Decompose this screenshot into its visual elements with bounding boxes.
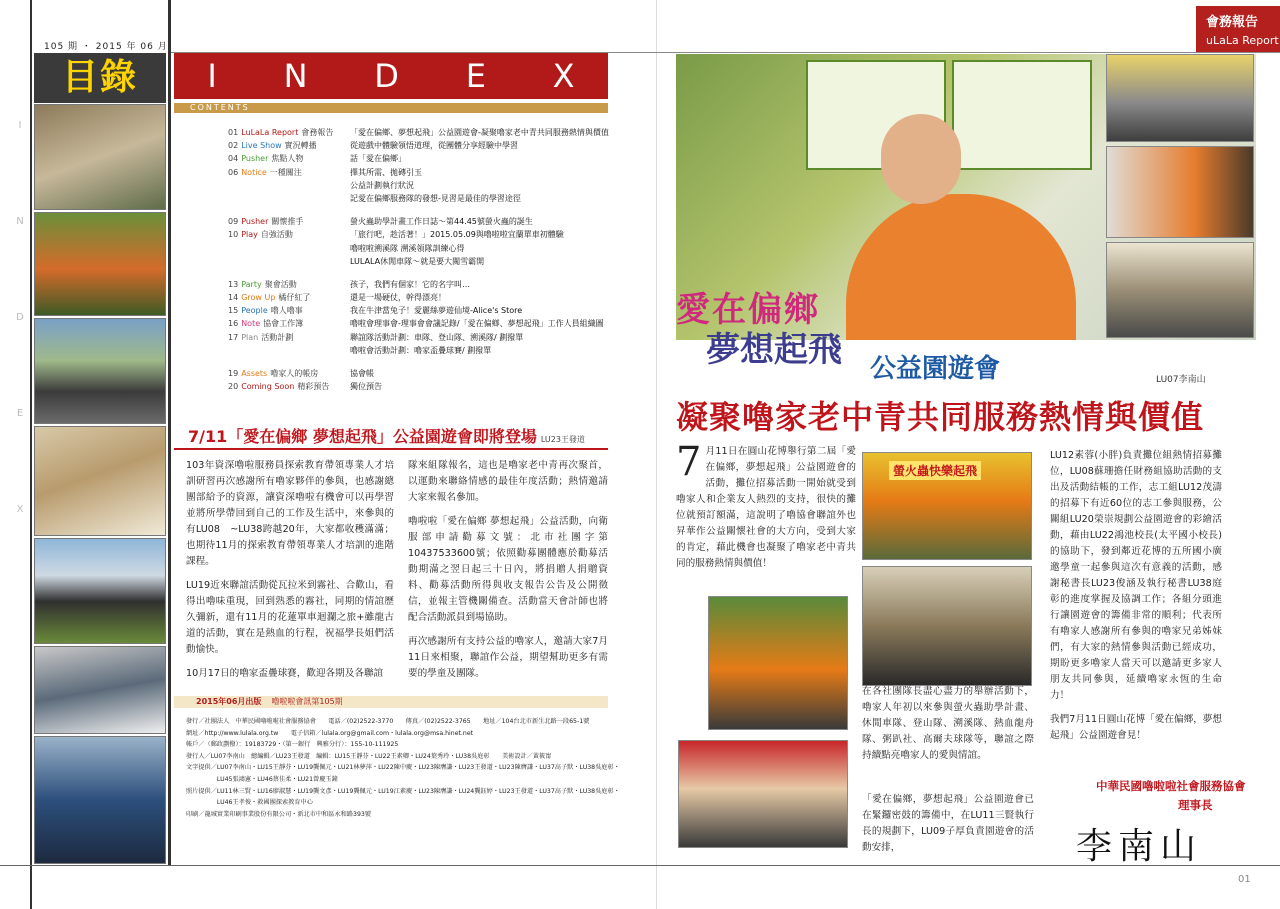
toc-page-number: 09 [228, 217, 239, 227]
festival-logo-line1: 愛在偏鄉 [676, 290, 820, 330]
festival-logo [676, 290, 842, 370]
toc-subcategory: 實況轉播 [284, 141, 317, 151]
side-letter: I [18, 120, 22, 131]
toc-category: Pusher [241, 154, 269, 164]
publication-bar [174, 696, 608, 708]
toc-subcategory: 一種關注 [269, 167, 302, 177]
toc-section [228, 228, 350, 241]
index-banner [174, 53, 608, 99]
festival-logo-line2: 夢想起飛 [706, 330, 842, 370]
toc-page-number: 13 [228, 279, 239, 289]
toc-page-number: 14 [228, 293, 239, 303]
toc-title: 擇其所需、拋磚引玉 [350, 167, 422, 177]
toc-row[interactable] [228, 367, 648, 380]
toc-category: LuLaLa Report [241, 128, 299, 137]
index-letter: X [552, 57, 575, 95]
paragraph: 我們7月11日圓山花博「愛在偏鄉，夢想起飛」公益園遊會見！ [1050, 714, 1222, 741]
toc-row[interactable] [228, 291, 648, 304]
pub-line: 網址／http://www.lulala.org.tw 電子信箱／lulala.org@gmail.com・lulala.org@msa.hinet.net [186, 729, 474, 737]
toc-page-number: 06 [228, 167, 239, 177]
firefly-banner-text: 螢火蟲快樂起飛 [889, 461, 981, 480]
toc-section [228, 126, 350, 139]
toc-section [228, 166, 350, 179]
hero-poster [952, 60, 1092, 170]
pub-issue: 嚕啦啦會訊第105期 [271, 697, 343, 706]
index-letter: D [374, 57, 399, 95]
photo-caption: 在各社團隊長盡心盡力的舉辦活動下，嚕家人年初以來參與螢火蟲助學計畫、休閒車隊、登山隊、溯溪隊、熱血龍舟隊、粥趴社、高爾夫球隊等，聯誼之際持續點亮嚕家人的愛與情誼。 [862, 686, 1034, 761]
toc-row[interactable] [228, 179, 648, 192]
toc-section [228, 367, 350, 380]
toc-row[interactable] [228, 344, 648, 357]
toc-page-number: 01 [228, 128, 239, 137]
toc-title: 聯誼隊活動計劃：車隊、登山隊、溯溪隊/ 劃撥單 [350, 332, 524, 342]
toc-row[interactable] [228, 192, 648, 205]
toc-section [228, 192, 350, 205]
paragraph: 10月17日的嚕家盃疊球賽，歡迎各期及各聯誼 [186, 668, 384, 679]
photo-firefly-banner [862, 452, 1032, 560]
signature: 李南山 [1076, 826, 1203, 867]
page-number: 01 [1238, 874, 1251, 885]
toc-section [228, 179, 350, 192]
toc-page-number: 04 [228, 154, 239, 164]
toc-section [228, 380, 350, 393]
pub-line: 印刷／龍城實業印刷事業股份有限公司・新北市中和區永和路393號 [186, 810, 372, 818]
paragraph: LU12素蓉(小胖)負責攤位組熱情招募攤位，LU08蘇珊擔任財務組協助活動的支出及活動結帳的工作，志工組LU12茂濤的招募下有近60位的志工參與服務，公關組LU20榮崇規劃公益園遊會的彩繪活動，藉由LU22鴻池校長(太平國小校長)的協助下，發到鄰近花博的五所國小廣邀學童一起參與這次有意義的活動，感謝秘書長LU23俊涵及執行秘書LU38庭彰的進度掌握及協調工作；各組分頭進行讓園遊會的籌備非常的順利；代表所有嚕家人感謝所有參與的嚕家兄弟姊妹們，有大家的熱情參與活動已經成功，期盼更多嚕家人當天可以邀請更多家人朋友共同參與，延續嚕家永恆的生命力！ [1050, 450, 1222, 701]
toc-page-number: 17 [228, 332, 239, 342]
toc-subcategory: 嚕人嚕事 [270, 306, 303, 316]
photo-cyclists [34, 538, 166, 644]
photo-ceremony [678, 740, 848, 848]
pub-line: 發行人／LU07李南山 總編輯／LU23王發道 編輯：LU15王靜芬・LU22王素卿・LU24葉秀玲・LU38吳庭彰 美術設計／黃筱甯 [186, 752, 552, 760]
toc-row[interactable] [228, 304, 648, 317]
toc-subcategory: 嚕家人的帳房 [270, 369, 319, 378]
center-fold-line [656, 0, 657, 909]
toc-page-number: 15 [228, 306, 239, 316]
toc-category: Note [241, 319, 261, 329]
right-article-col1 [676, 439, 856, 572]
toc-section [228, 331, 350, 344]
paragraph: 嚕啦啦「愛在偏鄉 夢想起飛」公益活動，向衛服部申請勸募文號：北市社團字第10437533600號；依照勸募團體應於勸募活動期滿之翌日起三十日內，將捐贈人捐贈資料、勸募活動所得與收支報告公告及公開徵信，並報主管機關備查。活動當天會計師也將配合活動派員到場協助。 [408, 516, 608, 623]
toc-section [228, 242, 350, 255]
toc-title: 還是一場硬仗，幹得漂亮！ [350, 293, 446, 303]
toc-subcategory: 橘仔紅了 [278, 293, 311, 303]
toc-category: Party [241, 279, 262, 289]
toc-row[interactable] [228, 242, 648, 255]
photo-team [34, 736, 166, 864]
photo-group-outdoor [34, 318, 166, 424]
toc-title: 記愛在偏鄉服務隊的發想-見習是最佳的學習途徑 [350, 193, 521, 203]
photo-meeting-room [1106, 242, 1254, 338]
toc-section [228, 278, 350, 291]
toc-section [228, 139, 350, 152]
paragraph: 月11日在圓山花博舉行第二屆「愛在偏鄉，夢想起飛」公益園遊會的活動，攤位招募活動一開始就受到嚕家人和企業友人熱烈的支持，很快的攤位就預訂額滿，這說明了嚕協會聯誼外也昇華作公益關懷社會的大方向，受到大家的肯定，藉此機會也凝聚了嚕家老中青共同的服務熱情與價值！ [676, 446, 856, 569]
photo-training [34, 646, 166, 734]
toc-category: Notice [241, 167, 267, 177]
index-letter: E [465, 57, 486, 95]
toc-title: 公益計劃執行狀況 [350, 180, 414, 190]
toc-section [228, 317, 350, 330]
toc-title: 協會帳 [350, 369, 374, 378]
mulu-heading: 目錄 [34, 53, 166, 103]
toc-subcategory: 會務報告 [301, 128, 334, 137]
toc-section [228, 344, 350, 357]
gutter-line [168, 0, 171, 865]
toc-page-number: 16 [228, 319, 239, 329]
left-article-title-text: 7/11「愛在偏鄉 夢想起飛」公益園遊會即將登場 [188, 427, 537, 446]
toc-row[interactable] [228, 139, 648, 152]
left-article-byline: LU23王發道 [540, 435, 585, 444]
toc-category: Coming Soon [241, 382, 295, 392]
toc-category: Pusher [241, 217, 269, 227]
festival-subtitle: 公益園遊會 [870, 354, 1001, 384]
right-article-col2: 「愛在偏鄉，夢想起飛」公益園遊會已在緊鑼密鼓的籌備中，在LU11三賢執行長的規劃下，LU09子厚負責園遊會的活動安排， [862, 794, 1034, 853]
toc-category: Plan [241, 332, 259, 342]
toc-category: Play [241, 230, 258, 240]
toc-title: 嚕啦會活動計劃：嚕家盃疊球賽/ 劃撥單 [350, 345, 492, 355]
index-letter: I [207, 57, 217, 95]
toc-section [228, 291, 350, 304]
toc-title: LULALA休閒車隊～就是要大闖雪霸開 [350, 256, 485, 266]
toc-row[interactable] [228, 380, 648, 393]
toc-subcategory: 聚會活動 [264, 279, 297, 289]
toc-title: 孩子，我們有個家！它的名字叫… [350, 279, 470, 289]
side-letter: E [16, 408, 24, 419]
toc-category: Assets [241, 369, 268, 378]
pub-line: LU45張鴻憲・LU46蔡佳柔・LU21曾慶玉鐘 [186, 775, 338, 783]
toc-title: 從遊戲中體驗領悟道理，從團體分享經驗中學習 [350, 141, 518, 151]
photo-group-orange [708, 596, 848, 730]
photo-meeting [34, 104, 166, 210]
toc-row[interactable] [228, 278, 648, 291]
left-article-title [188, 424, 585, 447]
side-index-letters [12, 120, 28, 600]
toc-row[interactable] [228, 317, 648, 330]
report-title: 會務報告 [1206, 15, 1259, 30]
toc-row[interactable] [228, 166, 648, 179]
toc-subcategory: 活動計劃 [261, 332, 294, 342]
toc-page-number: 20 [228, 382, 239, 392]
toc-subcategory: 協會工作簿 [263, 319, 304, 329]
issue-line: 105 期 ・ 2015 年 06 月 [44, 42, 168, 52]
photo-classroom [862, 566, 1032, 686]
toc-title: 獨位預告 [350, 382, 382, 392]
toc-title: 話「愛在偏鄉」 [350, 154, 406, 164]
toc-row[interactable] [228, 228, 648, 241]
toc-row[interactable] [228, 255, 648, 268]
toc-row[interactable] [228, 126, 648, 139]
paragraph: 隊來組隊報名，這也是嚕家老中青再次聚首，以運動來聯絡情感的最佳年度活動；熱情邀請大家來報名參加。 [408, 460, 608, 503]
toc-row[interactable] [228, 331, 648, 344]
right-article-headline: 凝聚嚕家老中青共同服務熱情與價值 [676, 398, 1205, 436]
index-letter: N [283, 57, 308, 95]
pub-line: LU46王孝俊・救國團探索教育中心 [186, 799, 313, 807]
paragraph: LU19近來聯誼活動從瓦拉米到霧社、合歡山，看得出嚕味重現，回到熟悉的霧社，同期的情誼歷久彌新，還有11月的花蓮單車迴瀾之旅+雖龍古道的活動，實在是熱血的行程，祝福學長姐們活動愉快。 [186, 580, 394, 655]
toc-section [228, 255, 350, 268]
toc-category: Live Show [241, 141, 282, 151]
left-page-border [30, 0, 32, 909]
side-letter: N [16, 216, 24, 227]
left-article-col2 [408, 458, 608, 690]
side-letter: X [16, 504, 24, 515]
toc-section [228, 152, 350, 165]
toc-title: 螢火蟲助學計畫工作日誌～第44.45號螢火蟲的誕生 [350, 217, 533, 227]
toc-title: 「旅行吧，趁活著！」2015.05.09與嚕啦啦宜蘭單車初體驗 [350, 230, 564, 240]
paragraph: 再次感謝所有支持公益的嚕家人，邀請大家7月11日來相聚，聯誼作公益，期望幫助更多有需要的學童及團隊。 [408, 636, 608, 679]
hero-person-body [846, 194, 1076, 340]
right-article-col3 [1050, 448, 1222, 752]
pub-line: 帳戶／（郵政劃撥）：19183729・（第一銀行 興雅分行）：155-10-111925 [186, 741, 399, 749]
toc-title: 嚕啦啦溯溪隊 溯溪領隊訓練心得 [350, 243, 465, 253]
side-letter: D [16, 312, 24, 323]
photo-workshop [34, 426, 166, 536]
left-article-col1 [186, 458, 394, 690]
toc-title: 嚕啦會理事會-理事會會議記錄/「愛在偏鄉、夢想起飛」工作人員組織圖 [350, 319, 604, 329]
toc-subcategory: 精彩預告 [297, 382, 330, 392]
toc-page-number: 02 [228, 141, 239, 151]
paragraph: 103年資深嚕啦服務員探索教育帶領專業人才培訓研習再次感謝所有嚕家夥伴的參與，也感謝總團部給予的資源，讓資深嚕啦有機會可以再學習並將所學帶回到自己的工作及生活中，來參與的有LU08 ~LU38跨越20年，大家都收穫滿滿；也期待11月的探索教育帶領專業人才培訓的進階課程。 [186, 460, 394, 567]
pub-line: 照片提供／LU11林三賢・LU16廖淑慧・LU19龔文彥・LU19龔佩元・LU19江素慶・LU23陳膺謙・LU24龔鈺婷・LU23王發道・LU37高子默・LU38吳庭彰・ [186, 787, 620, 795]
right-article-author: LU07李南山 [1156, 375, 1206, 385]
toc-subcategory: 自強活動 [260, 230, 293, 240]
contents-label: CONTENTS [174, 103, 608, 113]
publication-info [186, 717, 626, 821]
toc-section [228, 304, 350, 317]
toc-title: 我在牛津當兔子！愛麗絲夢遊仙境-Alice's Store [350, 306, 523, 316]
toc-title: 「愛在偏鄉、夢想起飛」公益園遊會-凝聚嚕家老中青共同服務熱情與價值 [350, 128, 609, 137]
toc-page-number: 10 [228, 230, 239, 240]
report-badge [1196, 6, 1280, 52]
toc-section [228, 215, 350, 228]
toc-category: Grow Up [241, 293, 276, 303]
table-of-contents [228, 126, 648, 393]
report-subtitle: uLaLa Report [1206, 34, 1279, 47]
pub-line: 文字提供／LU07李南山・LU15王靜芬・LU19龔佩元・LU21林夢萍・LU22陳中慶・LU23陳膺謙・LU23王發道・LU23陳膺謙・LU37高子默・LU38吳庭彰・ [186, 764, 620, 772]
organization-name: 中華民國嚕啦啦社會服務協會 [1096, 779, 1246, 793]
title-underline [174, 448, 608, 450]
dropcap: 7 [676, 439, 702, 485]
toc-category: People [241, 306, 268, 316]
toc-page-number: 19 [228, 369, 239, 378]
toc-row[interactable] [228, 215, 648, 228]
hero-person-face [881, 114, 961, 204]
chairman-title: 理事長 [1178, 798, 1213, 812]
photo-banner-group [1106, 54, 1254, 142]
photo-dance [34, 212, 166, 316]
toc-subcategory: 焦點人物 [271, 154, 304, 164]
toc-subcategory: 關懷推手 [271, 217, 304, 227]
pub-date: 2015年06月出版 [196, 697, 262, 706]
photo-two-men [1106, 146, 1254, 238]
pub-line: 發行／社團法人 中華民國嚕啦啦社會服務協會 電話／(02)2522-3770 傳真／(02)2522-3765 地址／104台北市新生北路一段65-1號 [186, 718, 590, 725]
toc-row[interactable] [228, 152, 648, 165]
